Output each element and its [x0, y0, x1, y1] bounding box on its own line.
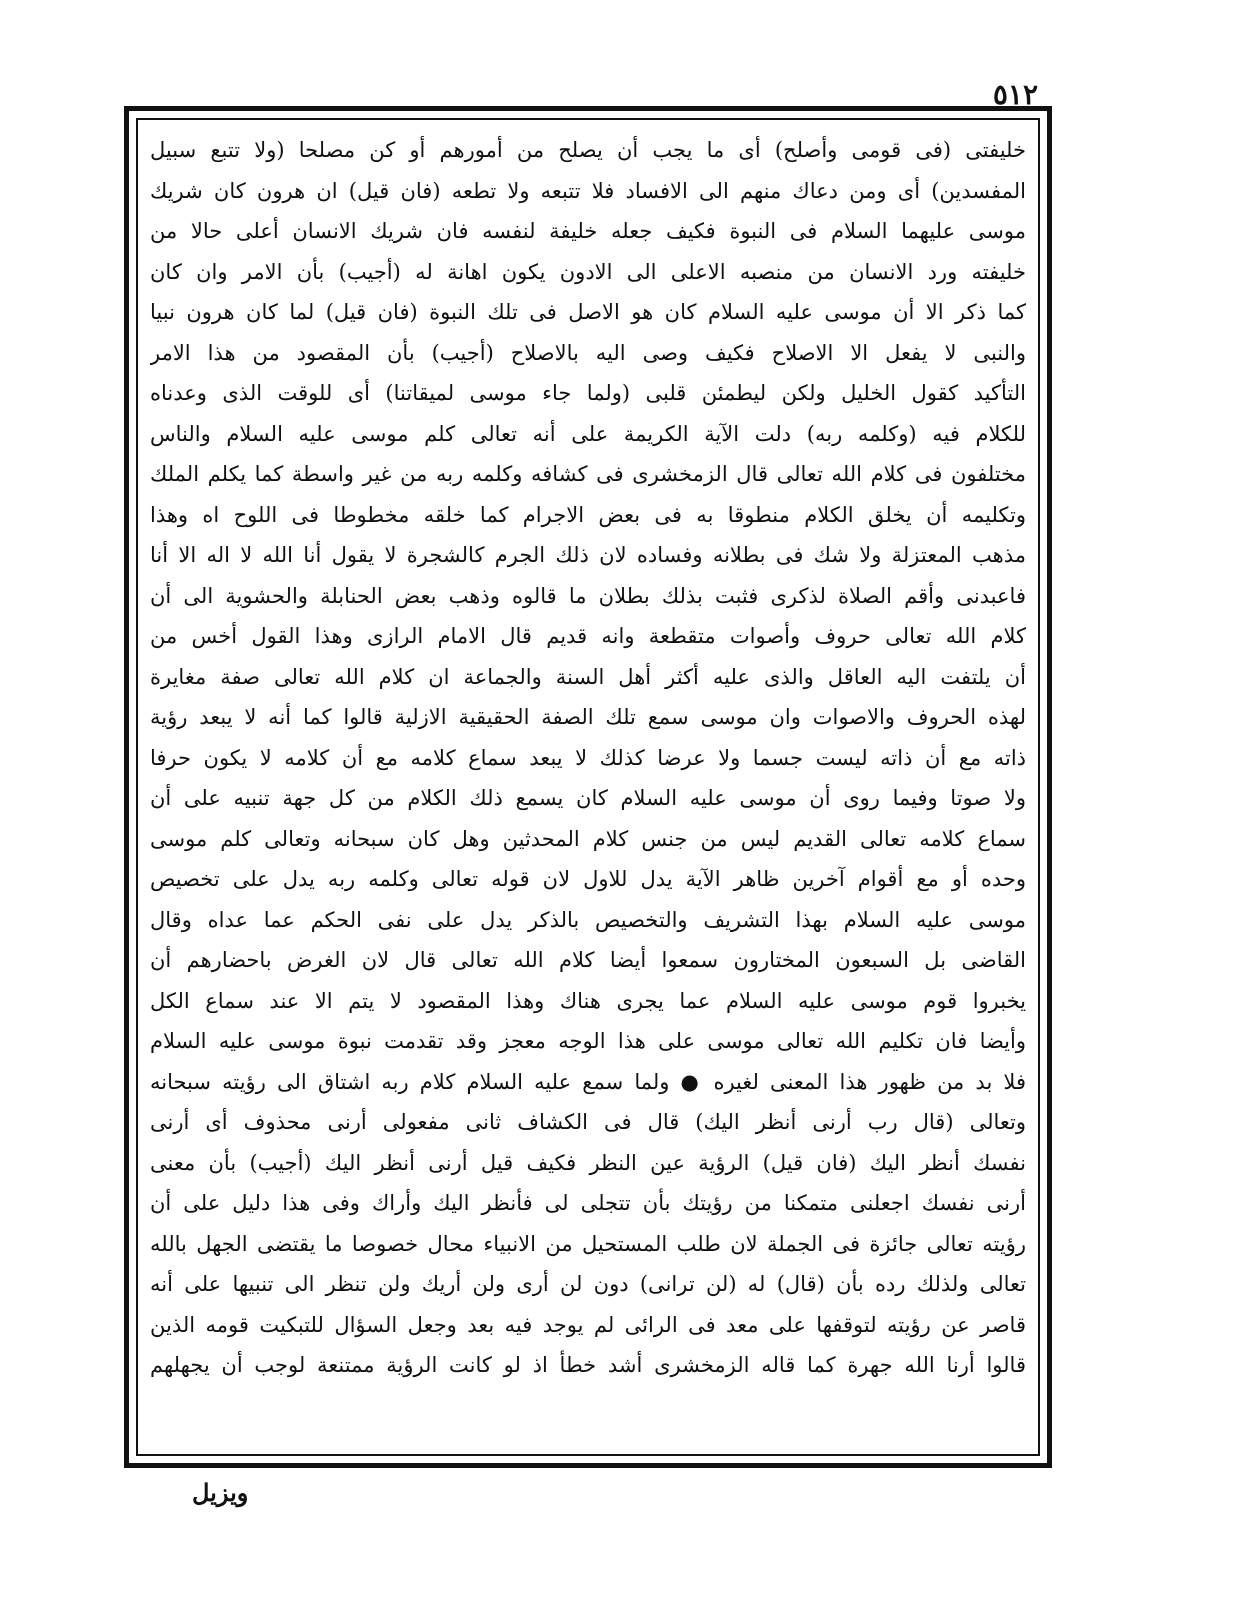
text-line: ذاته مع أن ذاته ليست جسما ولا عرضا كذلك لا يبعد سماع كلامه مع أن كلامه لا يكون حرفا [150, 745, 1026, 770]
text-line: كما ذكر الا أن موسى عليه السلام كان هو الاصل فى تلك النبوة (فان قيل) لما كان هرون نبيا [150, 300, 1026, 324]
text-line: نفسك أنظر اليك (فان قيل) الرؤية عين النظر فكيف قيل أرنى أنظر اليك (أجيب) بأن معنى [150, 1150, 1026, 1175]
text-line: قاصر عن رؤيته لتوقفها على معد فى الرائى لم يوجد فيه بعد وجعل السؤال للتبكيت قومه الذين [150, 1312, 1026, 1337]
text-line: لهذه الحروف والاصوات وان موسى سمع تلك الصفة الحقيقية الازلية قالوا كما أنه لا يبعد رؤية [150, 705, 1026, 729]
text-line: سماع كلامه تعالى القديم ليس من جنس كلام المحدثين وهل كان سبحانه وتعالى كلم موسى [150, 826, 1026, 851]
text-line: موسى عليهما السلام فى النبوة فكيف جعله خليفة لنفسه فان شريك الانسان أعلى حالا من [150, 219, 1026, 243]
text-line: التأكيد كقول الخليل ولكن ليطمئن قلبى (ولما جاء موسى لميقاتنا) أى للوقت الذى وعدناه [150, 381, 1026, 405]
text-line: خليفته ورد الانسان من منصبه الاعلى الى الادون يكون اهانة له (أجيب) بأن الامر وان كان [150, 259, 1026, 284]
text-line: أرنى نفسك اجعلنى متمكنا من رؤيتك بأن تتجلى لى فأنظر اليك وأراك وفى هذا دليل على أن [150, 1191, 1026, 1215]
catchword: ويزيل [192, 1478, 249, 1507]
text-line: للكلام فيه (وكلمه ربه) دلت الآية الكريمة على أنه تعالى كلم موسى عليه السلام والناس [150, 421, 1026, 446]
text-line: والنبى لا يفعل الا الاصلاح فكيف وصى اليه بالاصلاح (أجيب) بأن المقصود من هذا الامر [150, 340, 1026, 365]
text-line: وحده أو مع أقوام آخرين ظاهر الآية يدل للاول لان قوله تعالى وكلمه ربه يدل على تخصيص [150, 867, 1026, 891]
text-line: القاضى بل السبعون المختارون سمعوا أيضا كلام الله تعالى قال لان الغرض باحضارهم أن [150, 948, 1026, 972]
text-line: يخبروا قوم موسى عليه السلام عما يجرى هناك وهذا المقصود لا يتم الا عند سماع الكل [150, 988, 1026, 1013]
text-line: موسى عليه السلام بهذا التشريف والتخصيص بالذكر يدل على نفى الحكم عما عداه وقال [150, 907, 1026, 932]
text-line: أن يلتفت اليه العاقل والذى عليه أكثر أهل السنة والجماعة ان كلام الله تعالى صفة مغايرة [150, 664, 1026, 689]
text-line: المفسدين) أى ومن دعاك منهم الى الافساد فلا تتبعه ولا تطعه (فان قيل) ان هرون كان شريك [150, 178, 1026, 203]
text-line: تعالى ولذلك رده بأن (قال) له (لن ترانى) دون لن أرى ولن أريك ولن تنظر الى تنبيها على أنه [150, 1272, 1026, 1296]
text-line: كلام الله تعالى حروف وأصوات متقطعة وانه قديم قال الامام الرازى وهذا القول أخس من [150, 624, 1026, 648]
text-line: فاعبدنى وأقم الصلاة لذكرى فثبت بذلك بطلان ما قالوه وذهب بعض الحنابلة والحشوية الى أن [150, 583, 1026, 608]
text-line: خليفتى (فى قومى وأصلح) أى ما يجب أن يصلح من أمورهم أو كن مصلحا (ولا تتبع سبيل [150, 138, 1026, 162]
page-number: ٥١٢ [992, 78, 1038, 111]
text-line: فلا بد من ظهور هذا المعنى لغيره ● ولما سمع عليه السلام كلام ربه اشتاق الى رؤيته سبحانه [150, 1069, 1026, 1094]
text-line: مختلفون فى كلام الله تعالى قال الزمخشرى فى كشافه وكلمه ربه من غير واسطة كما يكلم الملك [150, 462, 1026, 486]
text-line: ولا صوتا وفيما روى أن موسى عليه السلام كان يسمع ذلك الكلام من كل جهة تنبيه على أن [150, 786, 1026, 810]
text-line: وتكليمه أن يخلق الكلام منطوقا به فى بعض الاجرام كما خلقه مخطوطا فى اللوح اه وهذا [150, 502, 1026, 527]
text-line: مذهب المعتزلة ولا شك فى بطلانه وفساده لان ذلك الجرم كالشجرة لا يقول أنا الله لا اله الا أنا [150, 543, 1026, 567]
text-line: وتعالى (قال رب أرنى أنظر اليك) قال فى الكشاف ثانى مفعولى أرنى محذوف أى أرنى [150, 1110, 1026, 1134]
main-text-block [150, 130, 1026, 1386]
text-line: رؤيته تعالى جائزة فى الجملة لان طلب المستحيل من الانبياء محال خصوصا ما يقتضى الجهل بالله [150, 1231, 1026, 1256]
text-line: قالوا أرنا الله جهرة كما قاله الزمخشرى أشد خطأ اذ لو كانت الرؤية ممتنعة لوجب أن يجهلهم [150, 1353, 1026, 1377]
text-line: وأيضا فان تكليم الله تعالى موسى على هذا الوجه معجز وقد تقدمت نبوة موسى عليه السلام [150, 1029, 1026, 1053]
